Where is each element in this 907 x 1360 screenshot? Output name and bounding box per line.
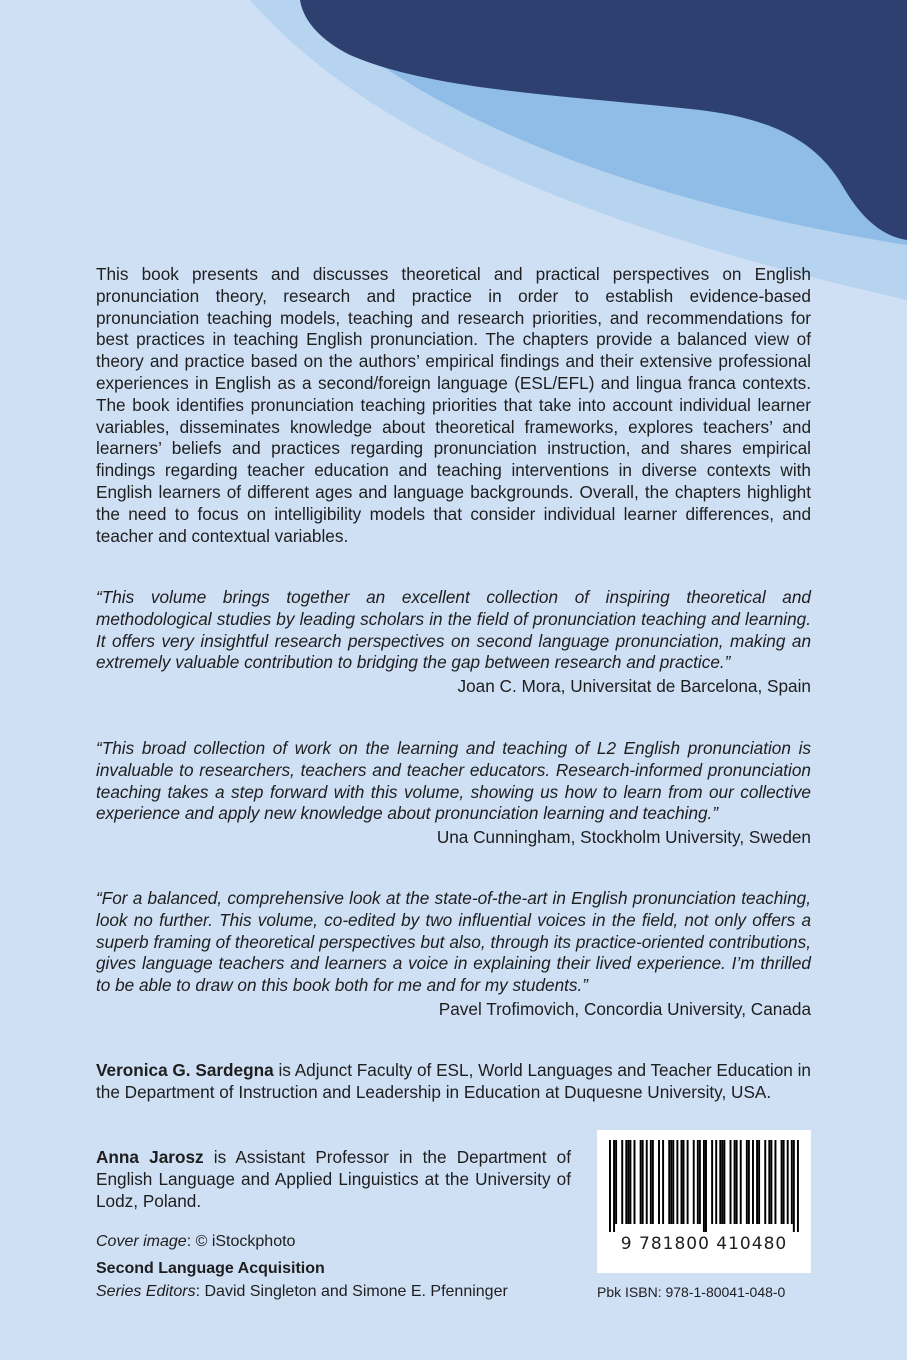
barcode-bar [723, 1140, 725, 1224]
barcode-bar [621, 1140, 623, 1224]
author-bio-text: is Assistant Professor in the Department of English Language and Applied Linguistics at the University of Lodz, Poland. [96, 1147, 572, 1211]
barcode-bar [627, 1140, 629, 1224]
cover-image-label: Cover image [96, 1233, 187, 1250]
barcode-bar [783, 1140, 785, 1224]
barcode-digits: 9 781800 410480 [620, 1234, 788, 1254]
barcode-bar [697, 1140, 699, 1224]
endorsement-2 [96, 738, 811, 849]
barcode-bar [629, 1140, 631, 1224]
author-bio-jarosz [96, 1147, 571, 1212]
barcode-bar [615, 1140, 617, 1224]
cover-image-credit [96, 1233, 295, 1251]
barcode-bar [705, 1140, 707, 1232]
author-name: Anna Jarosz [96, 1147, 204, 1167]
series-editors [96, 1283, 508, 1301]
barcode-bar [781, 1140, 783, 1224]
endorsement-1 [96, 587, 811, 698]
barcode-bar [642, 1140, 644, 1224]
barcode-bar [683, 1140, 685, 1224]
author-bio-text: is Adjunct Faculty of ESL, World Languages and Teacher Education in the Department of Instruction and Leadership in Education at Duquesne University, USA. [96, 1060, 811, 1102]
endorsement-author: Joan C. Mora, Universitat de Barcelona, Spain [457, 676, 811, 697]
barcode-bar [748, 1140, 750, 1224]
barcode-bar [711, 1140, 713, 1224]
barcode-bar [658, 1140, 660, 1224]
barcode-bar [730, 1140, 732, 1224]
barcode-bar [758, 1140, 760, 1224]
barcode [597, 1130, 811, 1273]
series-editors-label: Series Editors [96, 1283, 196, 1300]
barcode-bar [793, 1140, 795, 1232]
barcode-bar [752, 1140, 754, 1224]
barcode-bar [613, 1140, 615, 1232]
barcode-bar [687, 1140, 689, 1224]
barcode-bar [719, 1140, 721, 1224]
author-bio-sardegna [96, 1060, 811, 1104]
endorsement-3 [96, 888, 811, 1021]
decorative-swoosh [0, 0, 907, 300]
barcode-bar [625, 1140, 627, 1224]
author-name: Veronica G. Sardegna [96, 1060, 274, 1080]
barcode-bar [703, 1140, 705, 1232]
barcode-bar [668, 1140, 670, 1224]
barcode-bar [736, 1140, 738, 1224]
endorsement-author: Una Cunningham, Stockholm University, Sweden [436, 827, 811, 848]
barcode-bar [715, 1140, 717, 1224]
barcode-bars-icon [609, 1140, 799, 1232]
barcode-bar [693, 1140, 695, 1224]
cover-image-value: : © iStockphoto [186, 1233, 296, 1250]
series-title: Second Language Acquisition [96, 1260, 325, 1277]
series-editors-names: : David Singleton and Simone E. Pfenninger [195, 1283, 508, 1300]
barcode-bar [609, 1140, 611, 1232]
endorsement-quote: “This volume brings together an excellent collection of inspiring theoretical and methodological studies by leading scholars in the field of pronunciation teaching and learning. It offers very insightful research perspectives on second language pronunciation, making an extremely valuable contribution to bridging the gap between research and practice.” [96, 587, 811, 673]
barcode-bar [634, 1140, 636, 1224]
barcode-bar [770, 1140, 772, 1224]
barcode-bar [650, 1140, 652, 1224]
barcode-bar [764, 1140, 766, 1224]
barcode-bar [791, 1140, 793, 1224]
barcode-bar [699, 1140, 701, 1224]
barcode-bar [652, 1140, 654, 1224]
barcode-bar [787, 1140, 789, 1224]
barcode-bar [721, 1140, 723, 1224]
barcode-bar [774, 1140, 776, 1224]
barcode-bar [746, 1140, 748, 1224]
barcode-bar [756, 1140, 758, 1224]
barcode-bar [646, 1140, 648, 1224]
book-description: This book presents and discusses theoretical and practical perspectives on English pronunciation theory, research and practice in order to establish evidence-based pronunciation teaching models, teaching and research priorities, and recommendations for best practices in teaching English pronunciation. The chapters provide a balanced view of theory and practice based on the authors’ empirical findings and their extensive professional experiences in English as a second/foreign language (ESL/EFL) and lingua franca contexts. The book identifies pronunciation teaching priorities that take into account individual learner variables, disseminates knowledge about theoretical frameworks, explores teachers’ and learners’ beliefs and practices regarding pronunciation instruction, and shares empirical findings regarding teacher education and teaching interventions in diverse contexts with English learners of different ages and language backgrounds. Overall, the chapters highlight the need to focus on intelligibility models that consider individual learner differences, and teacher and contextual variables. [96, 264, 811, 546]
barcode-bar [740, 1140, 742, 1224]
barcode-bar [676, 1140, 678, 1224]
barcode-bar [681, 1140, 683, 1224]
endorsement-author: Pavel Trofimovich, Concordia University, Canada [438, 998, 811, 1019]
endorsement-quote: “For a balanced, comprehensive look at the state-of-the-art in English pronunciation teaching, look no further. This volume, co-edited by two influential voices in the field, not only offers a superb framing of theoretical perspectives but also, through its practice-oriented contributions, gives language teachers and learners a voice in explaining their lived experience. I’m thrilled to be able to draw on this book both for me and for my students.” [96, 888, 811, 996]
barcode-bar [640, 1140, 642, 1224]
barcode-bar [768, 1140, 770, 1224]
barcode-bar [670, 1140, 672, 1224]
isbn: Pbk ISBN: 978-1-80041-048-0 [597, 1284, 786, 1300]
barcode-bar [672, 1140, 674, 1224]
barcode-bar [734, 1140, 736, 1224]
endorsement-quote: “This broad collection of work on the learning and teaching of L2 English pronunciation is invaluable to researchers, teachers and teacher educators. Research-informed pronunciation teaching takes a step forward with this volume, showing us how to learn from our collective experience and apply new knowledge about pronunciation learning and teaching.” [96, 738, 811, 824]
barcode-bar [797, 1140, 799, 1232]
barcode-bar [662, 1140, 664, 1224]
